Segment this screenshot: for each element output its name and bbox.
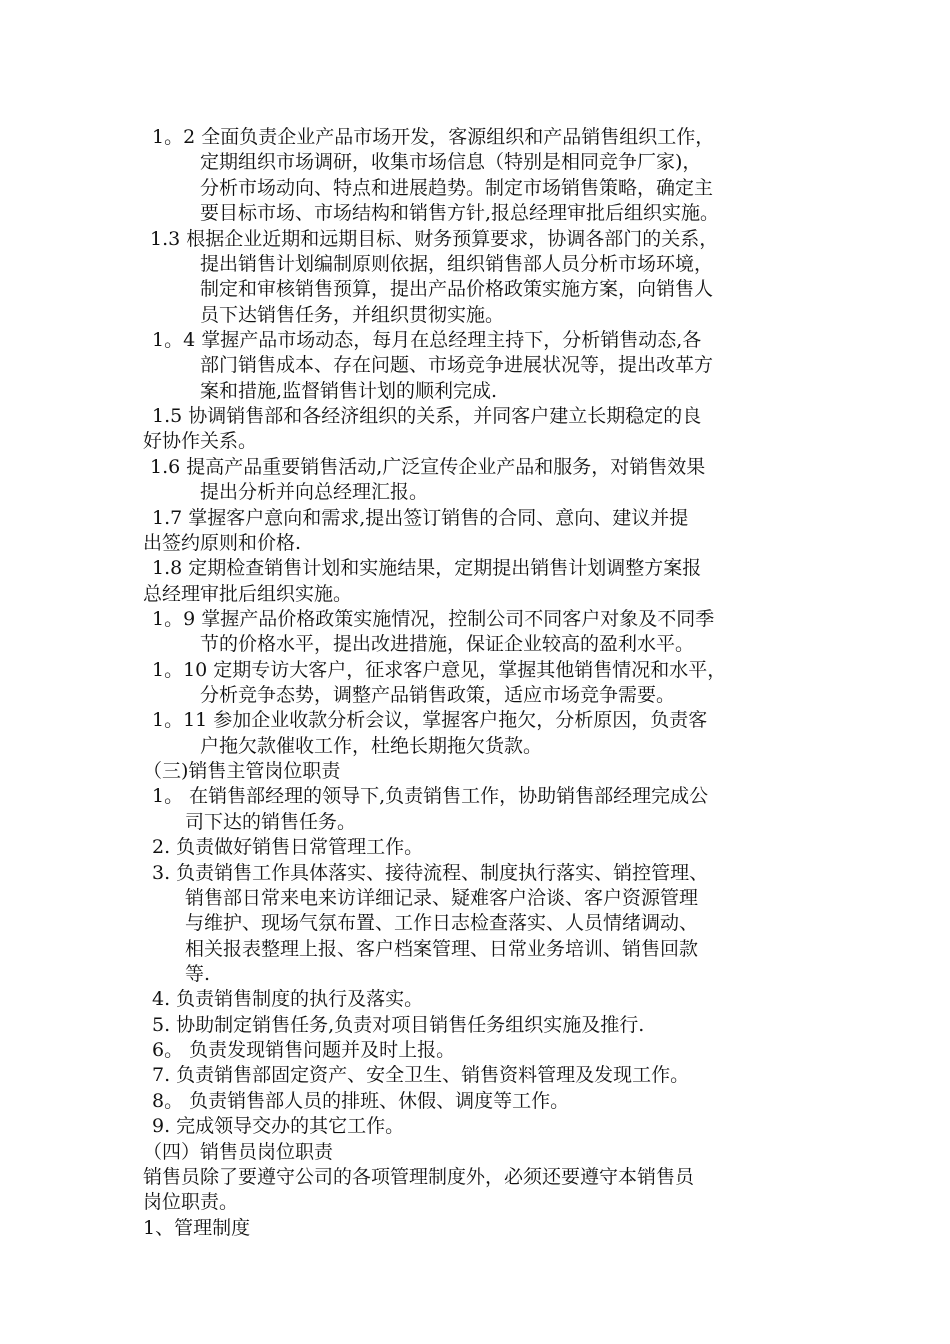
- text-line: 定期组织市场调研，收集市场信息（特别是相同竞争厂家)，: [200, 151, 702, 173]
- text-line: 相关报表整理上报、客户档案管理、日常业务培训、销售回款: [185, 938, 699, 960]
- text-line: 9. 完成领导交办的其它工作。: [152, 1115, 405, 1137]
- text-line: 4. 负责销售制度的执行及落实。: [152, 988, 424, 1010]
- section-heading: （三)销售主管岗位职责: [143, 760, 341, 782]
- text-line: 7. 负责销售部固定资产、安全卫生、销售资料管理及发现工作。: [152, 1064, 690, 1086]
- text-line: 1。 在销售部经理的领导下,负责销售工作，协助销售部经理完成公: [152, 785, 709, 807]
- text-line: 1.3 根据企业近期和远期目标、财务预算要求，协调各部门的关系，: [150, 228, 719, 250]
- text-line: 1.6 提高产品重要销售活动,广泛宣传企业产品和服务，对销售效果: [150, 456, 706, 478]
- text-line: 销售部日常来电来访详细记录、疑难客户洽谈、客户资源管理: [185, 887, 699, 909]
- text-line: 8。 负责销售部人员的排班、休假、调度等工作。: [152, 1090, 570, 1112]
- text-line: 1.7 掌握客户意向和需求,提出签订销售的合同、意向、建议并提: [152, 507, 689, 529]
- text-line: 等.: [185, 963, 211, 985]
- text-line: 1.5 协调销售部和各经济组织的关系，并同客户建立长期稳定的良: [152, 405, 702, 427]
- text-line: 分析市场动向、特点和进展趋势。制定市场销售策略，确定主: [200, 177, 714, 199]
- text-line: 1、管理制度: [143, 1217, 251, 1239]
- text-line: 案和措施,监督销售计划的顺利完成.: [200, 380, 498, 402]
- text-line: 司下达的销售任务。: [185, 811, 357, 833]
- text-line: 节的价格水平，提出改进措施，保证企业较高的盈利水平。: [200, 633, 695, 655]
- text-line: 1。4 掌握产品市场动态，每月在总经理主持下，分析销售动态,各: [152, 329, 702, 351]
- text-line: 提出分析并向总经理汇报。: [200, 481, 429, 503]
- text-line: 部门销售成本、存在问题、市场竞争进展状况等，提出改革方: [200, 354, 714, 376]
- text-line: 要目标市场、市场结构和销售方针,报总经理审批后组织实施。: [200, 202, 720, 224]
- text-line: 总经理审批后组织实施。: [143, 583, 353, 605]
- text-line: 提出销售计划编制原则依据，组织销售部人员分析市场环境，: [200, 253, 714, 275]
- text-line: 出签约原则和价格.: [143, 532, 302, 554]
- text-line: 1。2 全面负责企业产品市场开发，客源组织和产品销售组织工作，: [152, 126, 715, 148]
- text-line: 分析竞争态势，调整产品销售政策，适应市场竞争需要。: [200, 684, 676, 706]
- text-line: 户拖欠款催收工作，杜绝长期拖欠货款。: [200, 735, 543, 757]
- text-line: 1。11 参加企业收款分析会议，掌握客户拖欠，分析原因，负责客: [152, 709, 708, 731]
- text-line: 1.8 定期检查销售计划和实施结果，定期提出销售计划调整方案报: [152, 557, 702, 579]
- text-line: 2. 负责做好销售日常管理工作。: [152, 836, 424, 858]
- text-line: 制定和审核销售预算，提出产品价格政策实施方案，向销售人: [200, 278, 714, 300]
- text-line: 3. 负责销售工作具体落实、接待流程、制度执行落实、销控管理、: [152, 862, 709, 884]
- text-line: 与维护、现场气氛布置、工作日志检查落实、人员情绪调动、: [185, 912, 699, 934]
- text-line: 1。9 掌握产品价格政策实施情况，控制公司不同客户对象及不同季: [152, 608, 715, 630]
- text-line: 销售员除了要遵守公司的各项管理制度外，必须还要遵守本销售员: [143, 1166, 695, 1188]
- text-line: 1。10 定期专访大客户，征求客户意见，掌握其他销售情况和水平，: [152, 659, 727, 681]
- text-line: 好协作关系。: [143, 430, 258, 452]
- section-heading: （四）销售员岗位职责: [143, 1141, 334, 1163]
- text-line: 岗位职责。: [143, 1191, 239, 1213]
- text-line: 员下达销售任务，并组织贯彻实施。: [200, 304, 505, 326]
- text-line: 6。 负责发现销售问题并及时上报。: [152, 1039, 456, 1061]
- text-line: 5. 协助制定销售任务,负责对项目销售任务组织实施及推行.: [152, 1014, 645, 1036]
